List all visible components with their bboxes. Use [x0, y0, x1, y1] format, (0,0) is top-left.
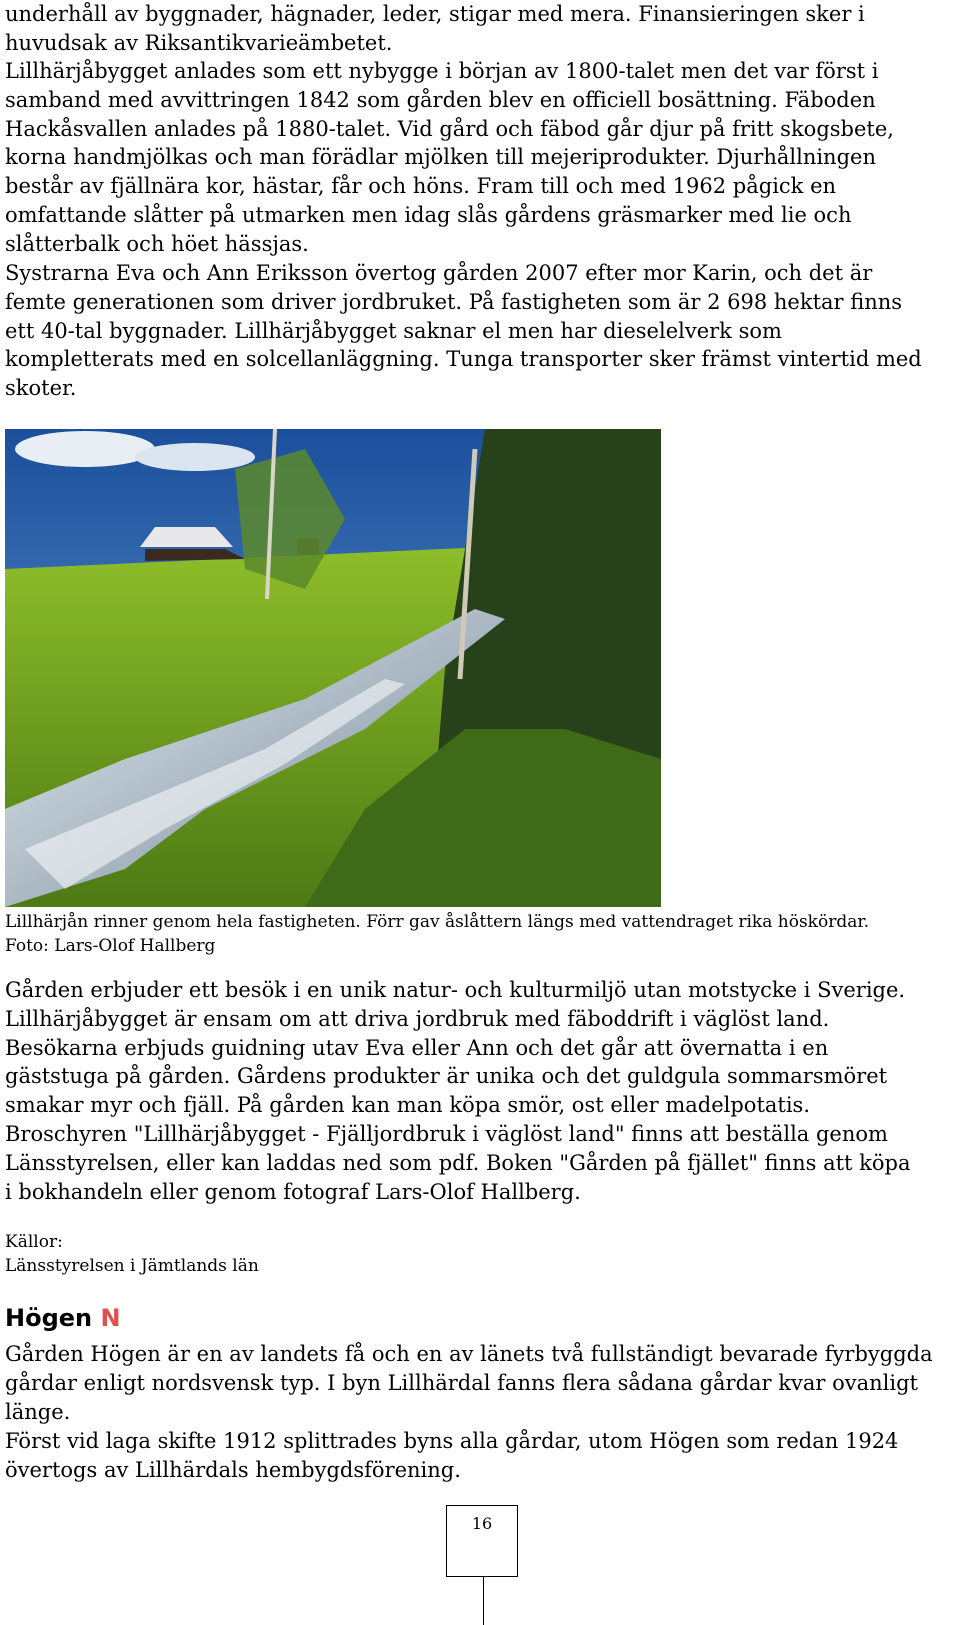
page-number: 16	[471, 1514, 493, 1533]
intro-paragraph-2: Lillhärjåbygget anlades som ett nybygge i början av 1800-talet men det var först i samband med avvittringen 1842 som gården blev en officiell bosättning. Fäboden Hackåsvallen anlades på 1880-talet. Vid gård och fäbod går djur på fritt skogsbete, korna handmjölkas och man förädlar mjölken till mejeriprodukter. Djurhållningen består av fjällnära kor, hästar, får och höns. Fram till och med 1962 pågick en omfattande slåtter på utmarken men idag slås gårdens gräsmarker med lie och slåtterbalk och höet hässjas.	[5, 59, 894, 256]
section-title: Högen	[5, 1304, 93, 1332]
river-landscape-illustration	[5, 429, 661, 907]
page-number-box	[446, 1505, 518, 1577]
river-landscape-photo	[5, 429, 661, 907]
sources-label: Källor:	[5, 1232, 63, 1252]
section-paragraph-2: Först vid laga skifte 1912 splittrades byns alla gårdar, utom Högen som redan 1924 övertogs av Lillhärdals hembygdsförening.	[5, 1429, 899, 1482]
sources-item: Länsstyrelsen i Jämtlands län	[5, 1256, 259, 1276]
page-number-divider	[483, 1577, 484, 1625]
intro-paragraph-1: underhåll av byggnader, hägnader, leder, stigar med mera. Finansieringen sker i huvudsak av Riksantikvarieämbetet.	[5, 2, 865, 55]
photo-credit: Foto: Lars-Olof Hallberg	[5, 936, 216, 956]
intro-paragraph-3: Systrarna Eva och Ann Eriksson övertog gården 2007 efter mor Karin, och det är femte generationen som driver jordbruket. På fastigheten som är 2 698 hektar finns ett 40-tal byggnader. Lillhärjåbygget saknar el men har dieselelverk som kompletterats med en solcellanläggning. Tunga transporter sker främst vintertid med skoter.	[5, 261, 922, 401]
visit-paragraph: Gården erbjuder ett besök i en unik natur- och kulturmiljö utan motstycke i Sverige. Lillhärjåbygget är ensam om att driva jordbruk med fäboddrift i väglöst land. Besökarna erbjuds guidning utav Eva eller Ann och det går att övernatta i en gäststuga på gården. Gårdens produkter är unika och det guldgula sommarsmöret smakar myr och fjäll. På gården kan man köpa smör, ost eller madelpotatis. Broschyren "Lillhärjåbygget - Fjälljordbruk i väglöst land" finns att beställa genom Länsstyrelsen, eller kan laddas ned som pdf. Boken "Gården på fjället" finns att köpa i bokhandeln eller genom fotograf Lars-Olof Hallberg.	[5, 978, 911, 1204]
north-marker: N	[100, 1304, 121, 1332]
section-paragraph-1: Gården Högen är en av landets få och en av länets två fullständigt bevarade fyrbyggda gårdar enligt nordsvensk typ. I byn Lillhärdal fanns flera sådana gårdar kvar ovanligt länge.	[5, 1342, 933, 1424]
photo-caption: Lillhärjån rinner genom hela fastigheten. Förr gav åslåttern längs med vattendraget rika höskördar.	[5, 912, 870, 932]
section-heading	[5, 1303, 121, 1333]
